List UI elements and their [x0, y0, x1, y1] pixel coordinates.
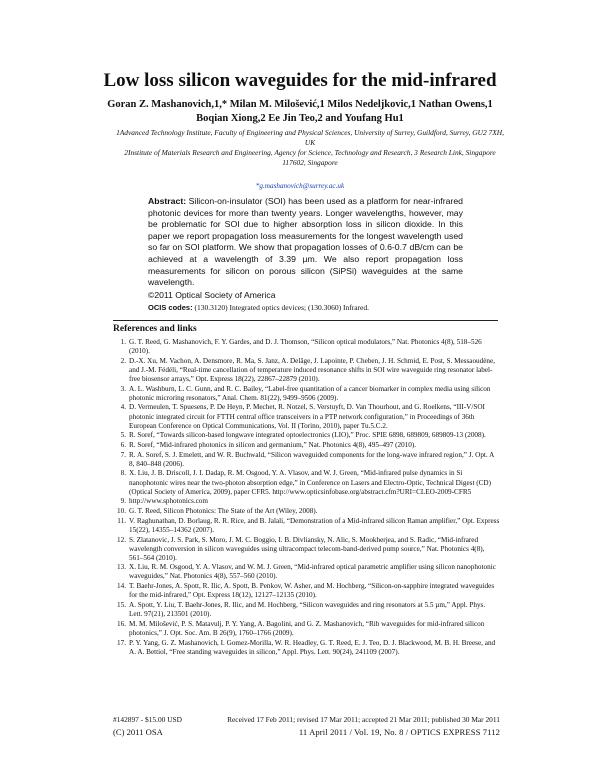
- reference-item: [113, 469, 500, 496]
- reference-item: [113, 639, 500, 657]
- footer-line-1: [113, 715, 500, 724]
- reference-item: [113, 403, 500, 430]
- reference-item: [113, 620, 500, 638]
- abstract: [148, 196, 463, 289]
- reference-number: 14.: [117, 582, 126, 591]
- reference-item: [113, 357, 500, 384]
- reference-number: 8.: [120, 469, 126, 478]
- manuscript-id: #142897 - $15.00 USD: [113, 715, 182, 724]
- reference-text: R. Soref, “Towards silicon-based longwave integrated optoelectronics (LIO),” Proc. SPIE 6898, 689809, 689809-13 (2008).: [129, 431, 486, 440]
- section-divider: [113, 320, 498, 321]
- reference-text: S. Zlatanovic, J. S. Park, S. Moro, J. M. C. Boggio, I. B. Divliansky, N. Alic, S. Mookherjea, and S. Radic, “Mid-infrared wavelength conversion in silicon waveguides using ultracompact telecom-band-derived pump source,” Nat. Photonics 4(8), 561–564 (2010).: [129, 535, 485, 562]
- reference-number: 9.: [120, 497, 126, 506]
- ocis-text: (130.3120) Integrated optics devices; (130.3060) Infrared.: [194, 303, 369, 312]
- reference-text: A. Spott, Y. Liu, T. Baehr-Jones, R. Ilic, and M. Hochberg, “Silicon waveguides and ring resonators at 5.5 µm,” Appl. Phys. Lett. 97(21), 213501 (2010).: [129, 600, 486, 619]
- reference-text: X. Liu, R. M. Osgood, Y. A. Vlasov, and W. M. J. Green, “Mid-infrared optical parametric amplifier using silicon nanophotonic waveguides,” Nat. Photonics 4(8), 557–560 (2010).: [129, 563, 496, 581]
- reference-text: T. Baehr-Jones, A. Spott, R. Ilic, A. Spott, B. Penkov, W. Asher, and M. Hochberg, “Silicon-on-sapphire integrated waveguides for the mid-infrared,” Opt. Express 18(12), 12127–12135 (2010).: [129, 582, 495, 600]
- author-list: [100, 98, 500, 126]
- reference-item: [113, 441, 500, 450]
- publication-history: Received 17 Feb 2011; revised 17 Mar 2011; accepted 21 Mar 2011; published 30 Mar 2011: [227, 715, 500, 724]
- reference-number: 10.: [117, 507, 126, 516]
- reference-list: [113, 338, 500, 657]
- reference-text: X. Liu, J. B. Driscoll, J. I. Dadap, R. M. Osgood, Y. A. Vlasov, and W. J. Green, “Mid-infrared pulse dynamics in Si nanophotonic wires near the two-photon absorption edge,” in Conference on Lasers and Electro-Optic, Technical Digest (CD) (Optical Society of America, 2009), paper CFR5. http://www.opticsinfobase.org/abstract.cfm?URI=CLEO-2009-CFR5: [129, 469, 492, 496]
- reference-item: [113, 582, 500, 600]
- reference-item: [113, 497, 500, 506]
- journal-citation: 11 April 2011 / Vol. 19, No. 8 / OPTICS EXPRESS 7112: [298, 727, 500, 737]
- abstract-label: Abstract:: [148, 196, 187, 206]
- reference-text: M. M. Milošević, P. S. Matavulj, P. Y. Yang, A. Bagolini, and G. Z. Mashanovich, “Rib waveguides for mid-infrared silicon photonics,” J. Opt. Soc. Am. B 26(9), 1760–1766 (2009).: [129, 619, 485, 637]
- reference-text: G. T. Reed, Silicon Photonics: The State of the Art (Wiley, 2008).: [129, 507, 318, 516]
- reference-text: D. Vermeulen, T. Spuesens, P. De Heyn, P. Mechet, R. Notzel, S. Verstuyft, D. Van Thourhout, and G. Roelkens, “III-V/SOI photonic integrated circuit for FTTH central office transceivers in a PTP network configuration,” in Proceedings of 36th European Conference on Optical Communications, Vol. II (Torino, 2010), paper Tu.5.C.2.: [129, 403, 485, 430]
- reference-number: 11.: [117, 516, 126, 525]
- references-heading: References and links: [113, 324, 197, 334]
- author-line-2: Boqian Xiong,2 Ee Jin Teo,2 and Youfang Hu1: [196, 113, 404, 124]
- reference-text: http://www.sphotonics.com: [129, 497, 208, 506]
- abstract-text: Silicon-on-insulator (SOI) has been used as a platform for near-infrared photonic devices for more than twenty years. Longer wavelengths, however, may be problematic for SOI due to higher absorption loss in silicon dioxide. In this paper we report propagation loss measurements for the longest wavelength used so far on SOI platform. We show that propagation losses of 0.6-0.7 dB/cm can be achieved at a wavelength of 3.39 µm. We also report propagation loss measurements for silicon on porous silicon (SiPSi) waveguides at the same wavelength.: [148, 196, 463, 288]
- reference-text: G. T. Reed, G. Mashanovich, F. Y. Gardes, and D. J. Thomson, “Silicon optical modulators,” Nat. Photonics 4(8), 518–526 (2010).: [129, 338, 482, 356]
- reference-text: R. A. Soref, S. J. Emelett, and W. R. Buchwald, “Silicon waveguided components for the long-wave infrared region,” J. Opt. A 8, 840–848 (2006).: [129, 450, 494, 468]
- reference-item: [113, 338, 500, 356]
- reference-number: 4.: [120, 403, 126, 412]
- reference-item: [113, 507, 500, 516]
- reference-number: 6.: [120, 441, 126, 449]
- author-line-1: Goran Z. Mashanovich,1,* Milan M. Milošević,1 Milos Nedeljkovic,1 Nathan Owens,1: [107, 99, 493, 110]
- copyright-line: ©2011 Optical Society of America: [148, 290, 276, 300]
- affiliation-1: 1Advanced Technology Institute, Faculty of Engineering and Physical Sciences, University of Surrey, Guildford, Surrey, GU2 7XH, UK: [116, 128, 504, 147]
- reference-text: A. L. Washburn, L. C. Gunn, and R. C. Bailey, “Label-free quantitation of a cancer biomarker in complex media using silicon photonic microring resonators,” Anal. Chem. 81(22), 9499–9506 (2009).: [129, 384, 491, 402]
- reference-text: V. Raghunathan, D. Borlaug, R. R. Rice, and B. Jalali, “Demonstration of a Mid-infrared silicon Raman amplifier,” Opt. Express 15(22), 14355–14362 (2007).: [129, 516, 500, 534]
- paper-title: Low loss silicon waveguides for the mid-infrared: [103, 70, 497, 91]
- reference-item: [113, 451, 500, 469]
- reference-number: 5.: [120, 431, 126, 440]
- reference-number: 12.: [117, 535, 126, 544]
- reference-item: [113, 431, 500, 440]
- copyright-osa: (C) 2011 OSA: [113, 727, 163, 737]
- corresponding-email[interactable]: *g.mashanovich@surrey.ac.uk: [255, 182, 345, 190]
- affiliation-2: 2Institute of Materials Research and Engineering, Agency for Science, Technology and Research, 3 Research Link, Singapore 117602, Singapore: [124, 148, 496, 167]
- reference-item: [113, 517, 500, 535]
- reference-text: P. Y. Yang, G. Z. Mashanovich, I. Gomez-Morilla, W. R. Headley, G. T. Reed, E. J. Teo, D. J. Blackwood, M. B. H. Breese, and A. A. Bettiol, “Free standing waveguides in silicon,” Appl. Phys. Lett. 90(24), 241109 (2007).: [129, 638, 496, 656]
- ocis-label: OCIS codes:: [148, 303, 193, 312]
- reference-text: R. Soref, “Mid-infrared photonics in silicon and germanium,” Nat. Photonics 4(8), 495–497 (2010).: [129, 441, 417, 449]
- reference-item: [113, 536, 500, 563]
- reference-number: 13.: [117, 563, 126, 572]
- reference-number: 17.: [117, 638, 126, 647]
- reference-number: 7.: [120, 450, 126, 459]
- reference-number: 2.: [120, 356, 126, 365]
- footer-line-2: [113, 727, 500, 737]
- reference-number: 16.: [117, 619, 126, 628]
- reference-number: 1.: [120, 338, 126, 346]
- affiliations: [115, 128, 505, 168]
- ocis-codes: [148, 303, 369, 312]
- reference-item: [113, 385, 500, 403]
- reference-number: 3.: [120, 384, 126, 393]
- reference-number: 15.: [117, 600, 126, 609]
- reference-item: [113, 563, 500, 581]
- reference-text: D.-X. Xu, M. Vachon, A. Densmore, R. Ma, S. Janz, A. Delâge, J. Lapointe, P. Cheben, J. H. Schmid, E. Post, S. Messaoudène, and J.-M. Fédéli, “Real-time cancellation of temperature induced resonance shifts in SOI wire waveguide ring resonator label-free biosensor arrays,” Opt. Express 18(22), 22867–22879 (2010).: [129, 356, 495, 383]
- reference-item: [113, 601, 500, 619]
